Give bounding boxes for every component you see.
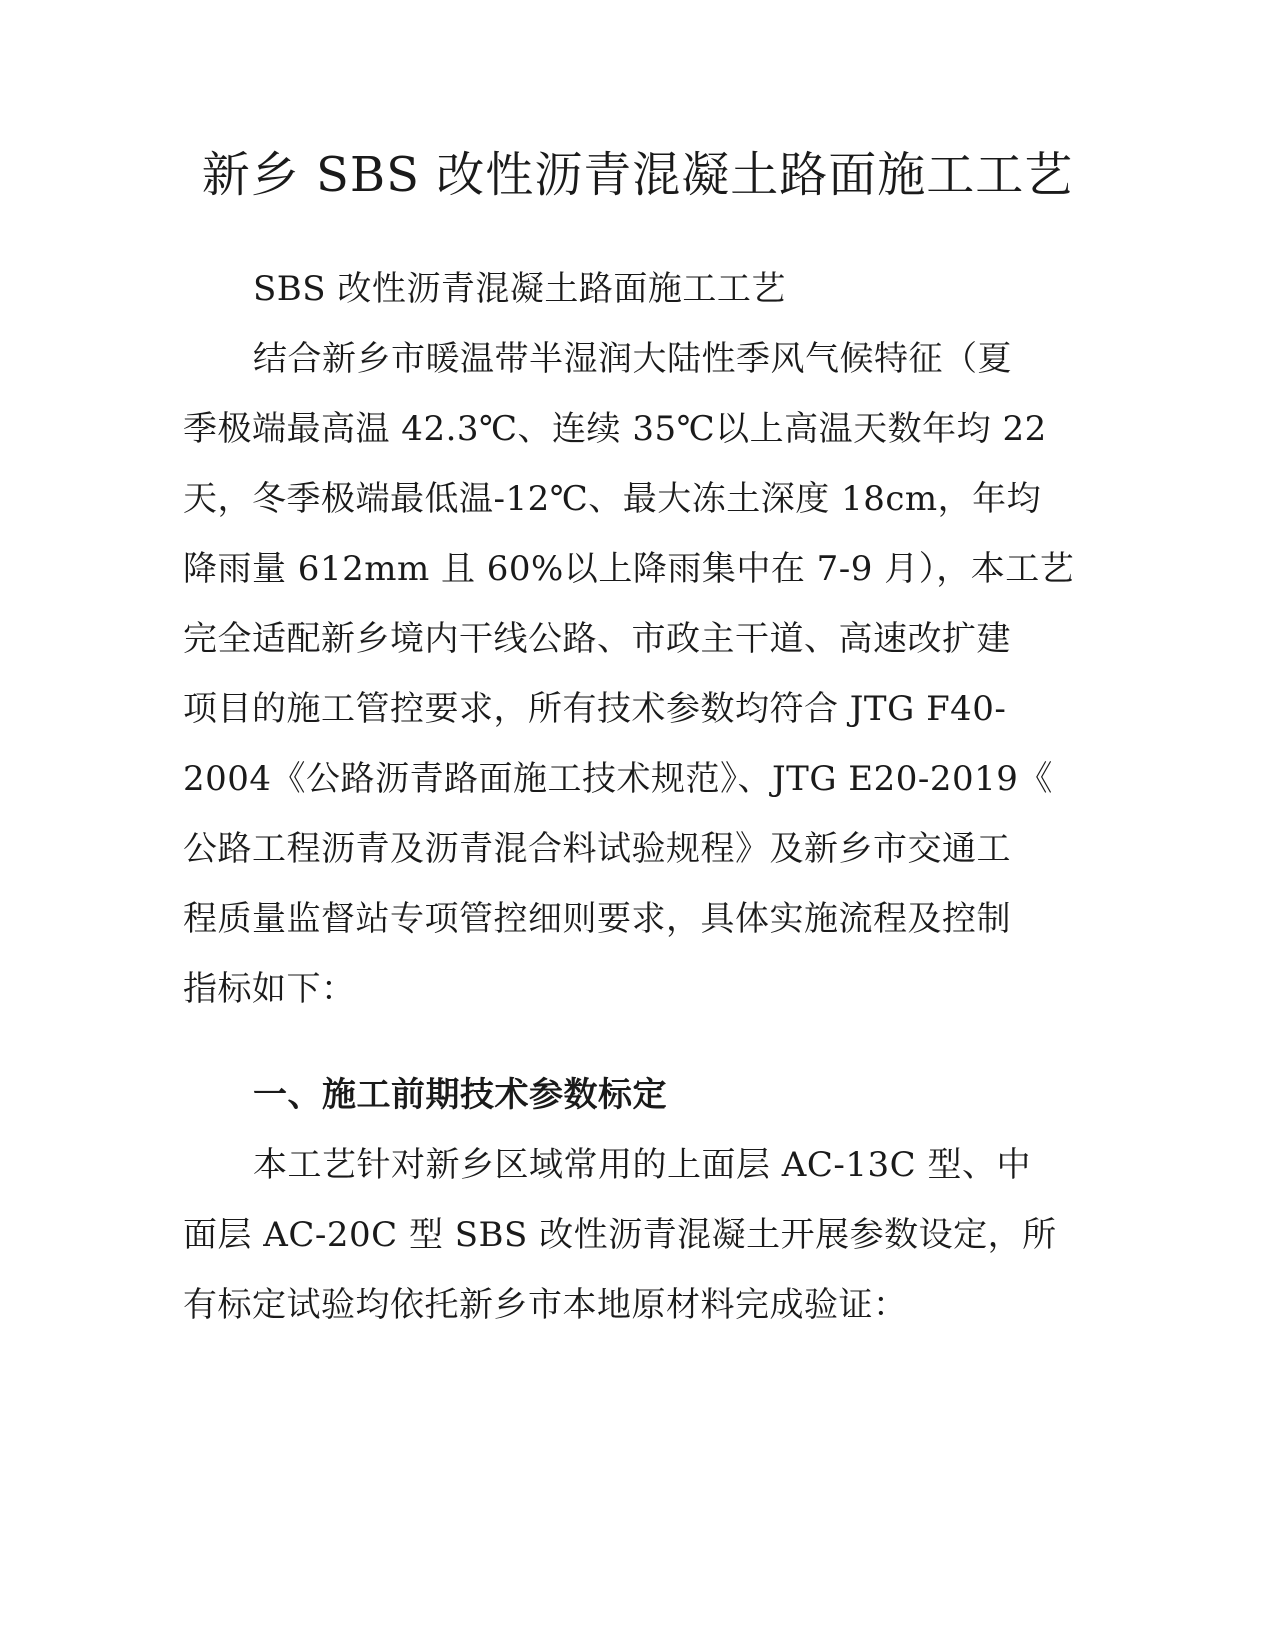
section-1-line-1: 本工艺针对新乡区域常用的上面层 AC-13C 型、中 [253,1145,1031,1185]
document-subtitle: SBS 改性沥青混凝土路面施工工艺 [253,269,786,309]
section-1-line-2: 面层 AC-20C 型 SBS 改性沥青混凝土开展参数设定，所 [183,1215,1057,1255]
intro-line-7: 2004《公路沥青路面施工技术规范》、JTG E20-2019《 [183,759,1053,799]
intro-line-10: 指标如下： [183,969,356,1009]
intro-line-6: 项目的施工管控要求，所有技术参数均符合 JTG F40- [183,689,1007,729]
section-1-line-3: 有标定试验均依托新乡市本地原材料完成验证： [183,1285,908,1325]
section-spacer [183,1024,1043,1060]
document-body [183,254,1075,1340]
intro-line-5: 完全适配新乡境内干线公路、市政主干道、高速改扩建 [183,619,1011,659]
intro-line-4: 降雨量 612mm 且 60%以上降雨集中在 7-9 月），本工艺 [183,549,1075,589]
intro-line-3: 天，冬季极端最低温-12℃、最大冻土深度 18cm，年均 [183,479,1042,519]
intro-line-9: 程质量监督站专项管控细则要求，具体实施流程及控制 [183,899,1011,939]
section-1-heading: 一、施工前期技术参数标定 [253,1075,667,1115]
intro-line-1: 结合新乡市暖温带半湿润大陆性季风气候特征（夏 [253,339,1012,379]
document-title: 新乡 SBS 改性沥青混凝土路面施工工艺 [201,147,1074,203]
intro-line-8: 公路工程沥青及沥青混合料试验规程》及新乡市交通工 [183,829,1011,869]
intro-line-2: 季极端最高温 42.3℃、连续 35℃以上高温天数年均 22 [183,409,1047,449]
